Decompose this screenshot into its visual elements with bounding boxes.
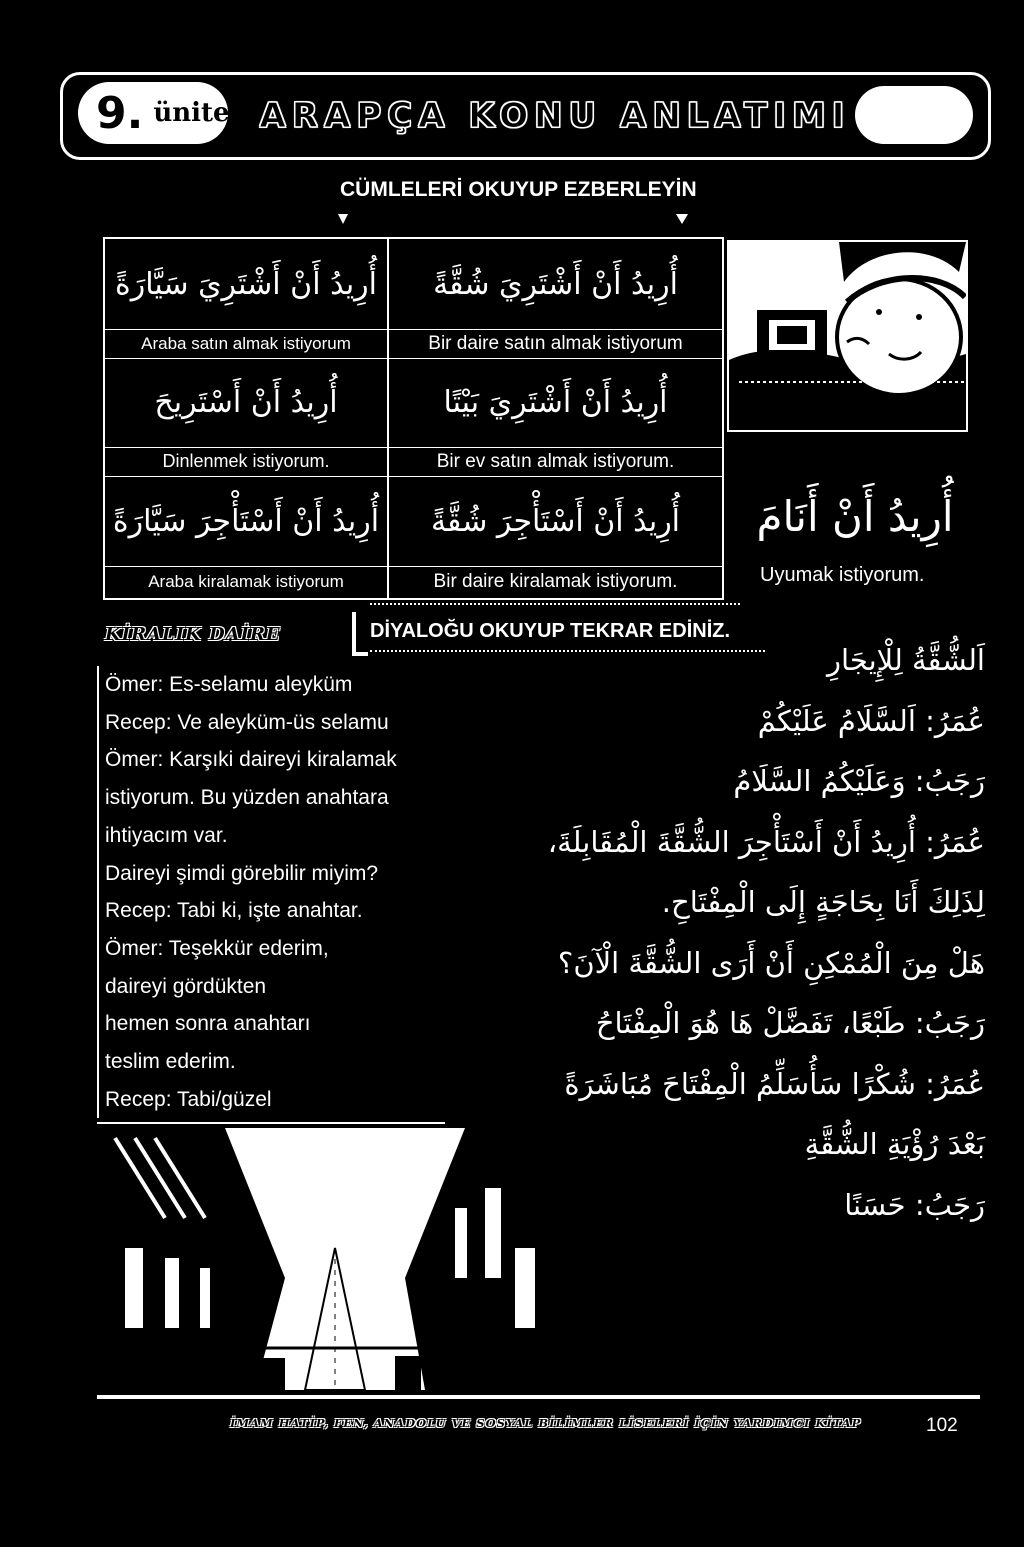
dialog-line: Recep: Ve aleyküm-üs selamu	[105, 710, 389, 734]
vocab-table	[103, 237, 724, 600]
dialog-arabic-line: رَجَبُ: طَبْعًا، تَفَضَّلْ هَا هُوَ الْمِفْتَاحُ	[595, 1006, 985, 1040]
dialog-line: hemen sonra anahtarı	[105, 1012, 311, 1036]
table-row-3-right-turkish: Bir daire kiralamak istiyorum.	[433, 571, 678, 592]
footer-rule	[97, 1395, 980, 1399]
heading-arrows	[308, 212, 708, 226]
unit-number: 9.	[96, 87, 144, 139]
dialog-arabic-line: رَجَبُ: حَسَنًا	[844, 1187, 985, 1222]
dialog-heading: DİYALOĞU OKUYUP TEKRAR EDİNİZ.	[370, 620, 731, 642]
dialog-line: Daireyi şimdi görebilir miyim?	[105, 861, 379, 885]
dialog-arabic-title: اَلشُّقَّةُ لِلْإِيجَارِ	[827, 643, 985, 677]
dialog-line: daireyi gördükten	[105, 974, 267, 998]
dialog-turkish	[97, 666, 465, 1118]
table-row-1-left-arabic: أُرِيدُ أَنْ أَشْتَرِيَ سَيَّارَةً	[115, 266, 377, 302]
dialog-line: teslim ederim.	[105, 1050, 236, 1074]
dialog-line: ihtiyacım var.	[105, 823, 228, 847]
dialog-line: Recep: Tabi ki, işte anahtar.	[105, 899, 363, 923]
dialog-line: Ömer: Karşıki daireyi kiralamak	[105, 748, 397, 772]
table-row-3-left-arabic: أُرِيدُ أَنْ أَسْتَأْجِرَ سَيَّارَةً	[112, 503, 380, 539]
dialog-arabic	[530, 630, 985, 1235]
dialog-arabic-line: عُمَرُ: أُرِيدُ أَنْ أَسْتَأْجِرَ الشُّقَّةَ الْمُقَابِلَةَ،	[547, 824, 985, 859]
dialog-arabic-line: بَعْدَ رُؤْيَةِ الشُّقَّةِ	[804, 1127, 985, 1161]
side-word-arabic: أُرِيدُ أَنْ أَنَامَ	[756, 492, 954, 541]
table-row-1-right-arabic: أُرِيدُ أَنْ أَشْتَرِيَ شُقَّةً	[433, 266, 678, 302]
table-row-3-left-turkish: Araba kiralamak istiyorum	[148, 572, 344, 591]
dialog-line: Ömer: Es-selamu aleyküm	[105, 673, 353, 696]
dialog-line: istiyorum. Bu yüzden anahtara	[105, 786, 389, 810]
footer-text: İMAM HATİP, FEN, ANADOLU VE SOSYAL BİLİMLER LİSELERİ İÇİN YARDIMCI KİTAP	[230, 1416, 862, 1430]
dialog-title-label: KİRALIK DAİRE	[105, 624, 281, 645]
dialog-arabic-line: عُمَرُ: شُكْرًا سَأُسَلِّمُ الْمِفْتَاحَ مُبَاشَرَةً	[564, 1066, 985, 1101]
unit-word: ünite	[153, 98, 230, 128]
sentences-heading: CÜMLELERİ OKUYUP EZBERLEYİN	[340, 178, 697, 201]
table-row-3-right-arabic: أُرِيدُ أَنْ أَسْتَأْجِرَ شُقَّةً	[430, 503, 681, 539]
table-row-2-left-arabic: أُرِيدُ أَنْ أَسْتَرِيحَ	[154, 385, 338, 420]
table-row-2-right-turkish: Bir ev satın almak istiyorum.	[436, 450, 675, 472]
dialog-line: Ömer: Teşekkür ederim,	[105, 936, 329, 960]
heading-bracket-left	[352, 612, 368, 656]
arrow-down-right-icon	[676, 214, 688, 224]
dialog-line: Recep: Tabi/güzel	[105, 1087, 272, 1111]
dialog-arabic-line: لِذَلِكَ أَنَا بِحَاجَةٍ إِلَى الْمِفْتَاحِ.	[661, 885, 985, 919]
separator-line	[370, 603, 740, 605]
dialog-arabic-line: عُمَرُ: اَلسَّلَامُ عَلَيْكُمْ	[757, 703, 985, 738]
table-row-2-left-turkish: Dinlenmek istiyorum.	[162, 451, 330, 471]
dialog-arabic-line: رَجَبُ: وَعَلَيْكُمُ السَّلَامُ	[733, 764, 985, 798]
page-title: ARAPÇA KONU ANLATIMI	[259, 96, 851, 136]
table-row-1-right-turkish: Bir daire satın almak istiyorum	[428, 332, 683, 354]
page-number: 102	[926, 1415, 958, 1436]
sleeping-child-illustration	[727, 240, 968, 432]
banner-end-cap	[855, 86, 973, 144]
dialog-arabic-line: هَلْ مِنَ الْمُمْكِنِ أَنْ أَرَى الشُّقَّةَ الْآنَ؟	[557, 945, 985, 980]
side-word-turkish: Uyumak istiyorum.	[760, 564, 925, 586]
unit-badge	[78, 82, 228, 144]
dialog-underline	[97, 1122, 445, 1124]
arrow-down-left-icon	[338, 214, 348, 224]
table-row-2-right-arabic: أُرِيدُ أَنْ أَشْتَرِيَ بَيْتًا	[443, 385, 668, 420]
table-row-1-left-turkish: Araba satın almak istiyorum	[141, 333, 351, 353]
street-illustration	[105, 1128, 550, 1390]
